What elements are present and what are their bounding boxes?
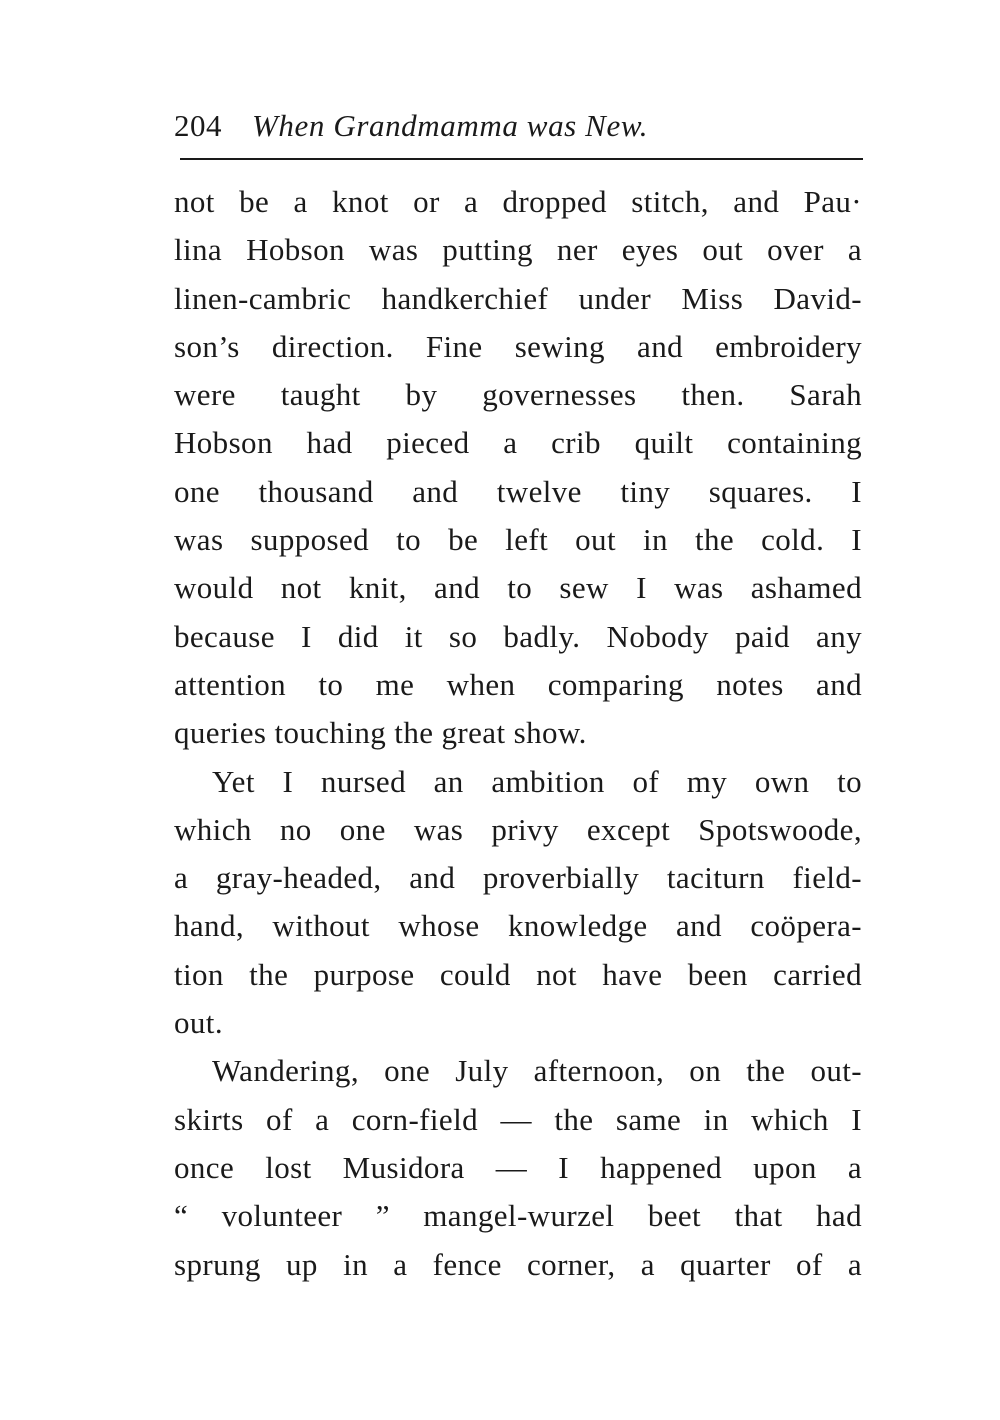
text-line: Hobson had pieced a crib quilt containing [174,425,862,461]
body-text [174,178,862,1289]
text-line: skirts of a corn-field — the same in which I [174,1101,862,1137]
text-line: one thousand and twelve tiny squares. I [174,473,862,509]
text-line: tion the purpose could not have been carried [174,956,862,992]
text-line: were taught by governesses then. Sarah [174,377,862,413]
paragraph-end-line: queries touching the great show. [174,715,587,751]
text-line: lina Hobson was putting ner eyes out over a [174,232,862,268]
text-line: linen-cambric handkerchief under Miss David- [174,280,862,316]
paragraph-first-line: Yet I nursed an ambition of my own to [212,763,862,799]
paragraph-first-line: Wandering, one July afternoon, on the out- [212,1053,862,1089]
text-line: hand, without whose knowledge and coöpera- [174,908,862,944]
text-line: not be a knot or a dropped stitch, and Pau· [174,184,862,219]
text-line: sprung up in a fence corner, a quarter of a [174,1246,862,1282]
text-line: was supposed to be left out in the cold. I [174,522,862,558]
text-line: “ volunteer ” mangel-wurzel beet that had [174,1198,862,1234]
text-line: a gray-headed, and proverbially taciturn field- [174,860,862,896]
text-line: once lost Musidora — I happened upon a [174,1149,862,1185]
text-line: which no one was privy except Spotswoode, [174,811,862,847]
running-title: When Grandmamma was New. [252,108,649,143]
header-rule [180,158,863,160]
running-head [174,104,864,148]
page-number: 204 [174,108,222,143]
text-line: attention to me when comparing notes and [174,666,862,702]
paragraph-end-line: out. [174,1005,223,1041]
text-line: because I did it so badly. Nobody paid any [174,618,862,654]
text-line: son’s direction. Fine sewing and embroidery [174,328,862,364]
text-line: would not knit, and to sew I was ashamed [174,570,862,606]
